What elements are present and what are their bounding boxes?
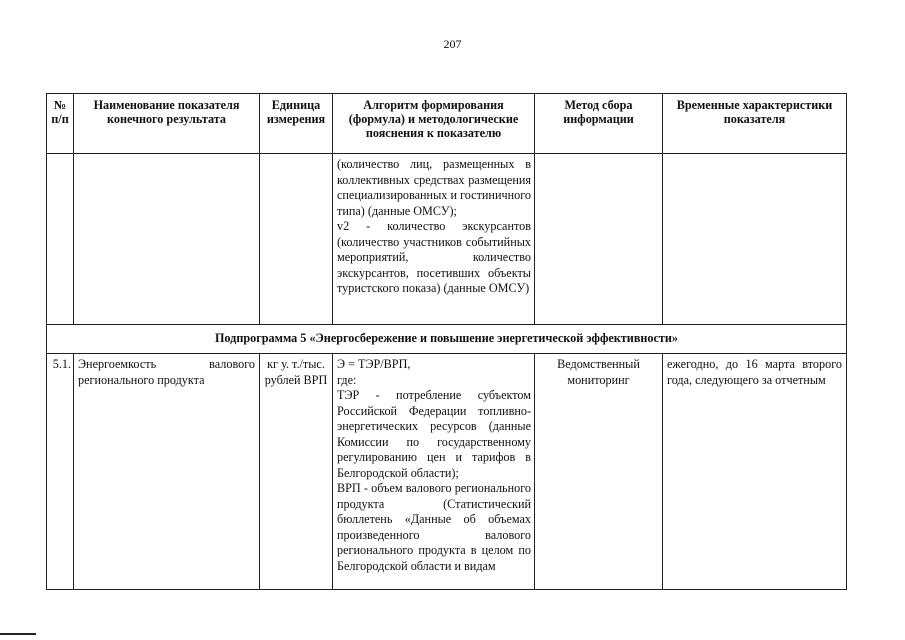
cell-unit: кг у. т./тыс. рублей ВРП [260,354,333,590]
header-method: Метод сбора информации [535,94,663,154]
header-time: Временные характеристики показателя [663,94,847,154]
subprogram-title: Подпрограмма 5 «Энергосбережение и повышение энергетической эффективности» [47,325,847,354]
header-name: Наименование показателя конечного результата [74,94,260,154]
cell-empty-unit [260,154,333,325]
table-row-continued [47,154,847,325]
cell-empty-method [535,154,663,325]
algorithm-line: где: [337,372,357,387]
cell-method: Ведомственный мониторинг [535,354,663,590]
indicators-table [46,93,847,590]
table-row-5-1 [47,354,847,590]
algorithm-line: (количество лиц, размещенных в коллективных средствах размещения специализированных и гостиничного типа) (данные ОМСУ); [337,157,531,218]
cell-algorithm [333,354,535,590]
header-unit: Единица измерения [260,94,333,154]
algorithm-line: ТЭР - потребление субъектом Российской Федерации топливно-энергетических ресурсов (данные Комиссии по государственному регулированию цен и тарифов в Белгородской области); [337,388,531,480]
page-number: 207 [443,37,462,51]
header-algorithm: Алгоритм формирования (формула) и методологические пояснения к показателю [333,94,535,154]
cell-name: Энергоемкость валового регионального продукта [74,354,260,590]
cell-empty-num [47,154,74,325]
algorithm-line: Э = ТЭР/ВРП, [337,357,411,371]
cell-time: ежегодно, до 16 марта второго года, следующего за отчетным [663,354,847,590]
algorithm-line: v2 - количество экскурсантов (количество участников событийных мероприятий, количество экскурсантов, посетивших объекты туристского показа) (данные ОМСУ) [337,219,531,295]
cell-empty-name [74,154,260,325]
cell-num: 5.1. [47,354,74,590]
scan-edge-line [0,633,36,635]
algorithm-line: ВРП - объем валового регионального продукта (Статистический бюллетень «Данные об объемах произведенного валового регионального продукта в целом по Белгородской области и видам [337,481,531,573]
cell-algorithm-continued [333,154,535,325]
cell-empty-time [663,154,847,325]
header-num: № п/п [47,94,74,154]
table-header-row [47,94,847,154]
subprogram-row [47,325,847,354]
